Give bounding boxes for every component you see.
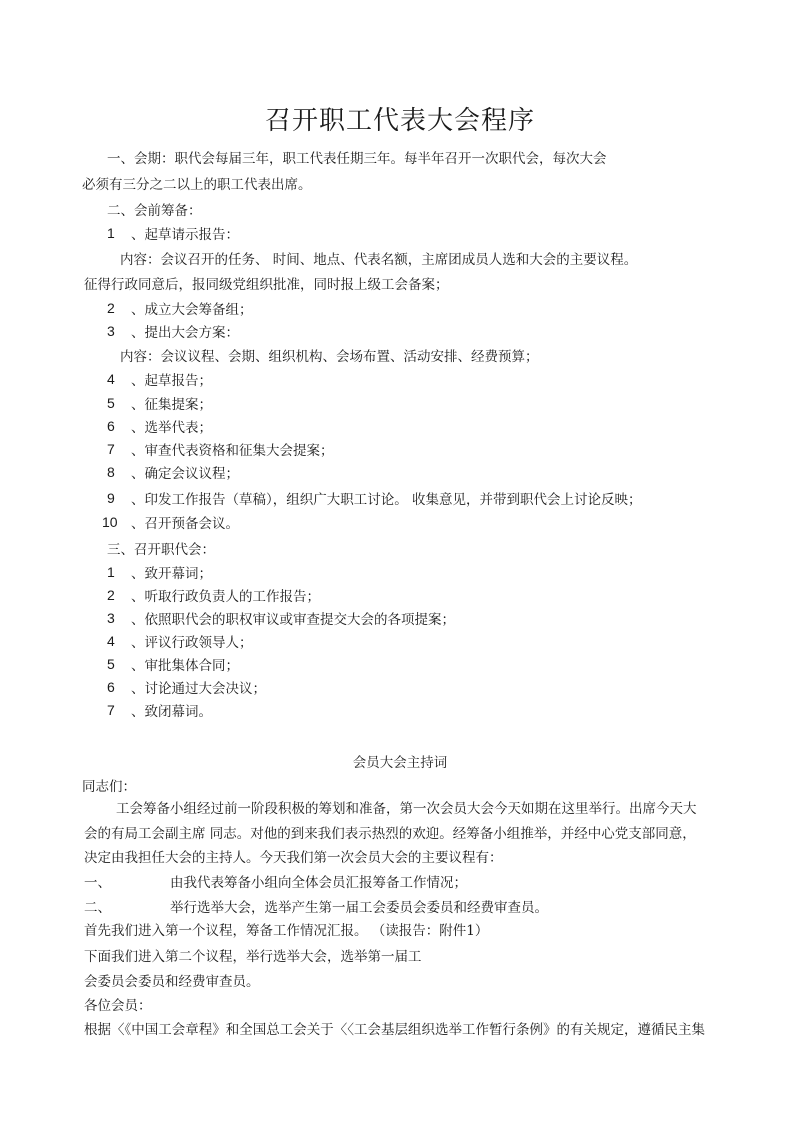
speech-paragraph1-line3: 决定由我担任大会的主持人。今天我们第一次会员大会的主要议程有：	[84, 850, 503, 866]
section2-item-6-text: 、选举代表；	[131, 420, 212, 436]
section2-content1-line1: 内容：会议召开的任务、 时间、地点、代表名额，主席团成员人选和大会的主要议程。	[120, 252, 638, 268]
section1-line2: 必须有三分之二以上的职工代表出席。	[82, 177, 312, 193]
section3-item-2-text: 、听取行政负责人的工作报告；	[131, 589, 320, 605]
section2-item-2-text: 、成立大会筹备组；	[131, 302, 253, 318]
document-title: 召开职工代表大会程序	[264, 106, 535, 136]
members-salutation: 各位会员：	[84, 998, 152, 1014]
speech-paragraph1-line1: 工会筹备小组经过前一阶段积极的筹划和准备，第一次会员大会今天如期在这里举行。出席今天大	[116, 801, 697, 817]
section3-item-3-text: 、依照职代会的职权审议或审查提交大会的各项提案；	[131, 612, 455, 628]
second-agenda-intro-line1: 下面我们进入第二个议程，举行选举大会，选举第一届工	[84, 949, 422, 965]
section2-item-4-number: 4	[107, 371, 115, 387]
section3-item-5-text: 、审批集体合同；	[131, 658, 239, 674]
section2-item-8-text: 、确定会议议程；	[131, 466, 239, 482]
section3-item-5-number: 5	[107, 656, 115, 672]
section3-item-1-text: 、致开幕词；	[131, 566, 212, 582]
second-agenda-intro-line2: 会委员会委员和经费审查员。	[84, 974, 260, 990]
section2-item-1-text: 、起草请示报告：	[131, 227, 239, 243]
section2-item-3-text: 、提出大会方案：	[131, 325, 239, 341]
section2-item-6-number: 6	[107, 418, 115, 434]
section1-line1: 一、会期：职代会每届三年，职工代表任期三年。每半年召开一次职代会，每次大会	[107, 151, 607, 167]
section2-item-7-number: 7	[107, 441, 115, 457]
section2-item-9-number: 9	[107, 490, 115, 506]
first-agenda-intro: 首先我们进入第一个议程，筹备工作情况汇报。 （读报告：附件1）	[84, 923, 489, 939]
speech-title: 会员大会主持词	[352, 755, 448, 771]
section2-item-4-text: 、起草报告；	[131, 373, 212, 389]
section3-item-7-number: 7	[107, 702, 115, 718]
speech-salutation: 同志们：	[82, 779, 136, 795]
section3-item-7-text: 、致闭幕词。	[131, 704, 212, 720]
section3-item-1-number: 1	[107, 564, 115, 580]
section2-item-8-number: 8	[107, 464, 115, 480]
section3-item-4-text: 、评议行政领导人；	[131, 635, 253, 651]
section2-item-5-text: 、征集提案；	[131, 397, 212, 413]
section3-item-3-number: 3	[107, 610, 115, 626]
section3-item-6-number: 6	[107, 679, 115, 695]
agenda-item-1-label: 一、	[84, 875, 111, 891]
section3-item-2-number: 2	[107, 587, 115, 603]
speech-last-line: 根据〈《中国工会章程》和全国总工会关于〈〈工会基层组织选举工作暂行条例》的有关规定，遵循民主集	[84, 1022, 705, 1038]
section2-item-10-number: 10	[102, 514, 118, 530]
section2-content2: 内容：会议议程、会期、组织机构、会场布置、活动安排、经费预算；	[120, 349, 539, 365]
agenda-item-2-label: 二、	[84, 900, 111, 916]
section2-item-9-text: 、印发工作报告（草稿），组织广大职工讨论。 收集意见，并带到职代会上讨论反映；	[131, 492, 642, 508]
section2-item-7-text: 、审查代表资格和征集大会提案；	[131, 443, 334, 459]
agenda-item-2-text: 举行选举大会，选举产生第一届工会委员会委员和经费审查员。	[170, 900, 548, 916]
section2-item-1-number: 1	[107, 225, 115, 241]
speech-paragraph1-line2: 会的有局工会副主席 同志。对他的到来我们表示热烈的欢迎。经筹备小组推举，并经中心党支部同意，	[84, 826, 696, 842]
section3-heading: 三、召开职代会：	[107, 542, 215, 558]
section3-item-6-text: 、讨论通过大会决议；	[131, 681, 266, 697]
section2-item-5-number: 5	[107, 395, 115, 411]
section2-item-2-number: 2	[107, 300, 115, 316]
section2-content1-line2: 征得行政同意后，报同级党组织批准，同时报上级工会备案；	[84, 277, 449, 293]
section2-heading: 二、会前筹备：	[107, 203, 202, 219]
section3-item-4-number: 4	[107, 633, 115, 649]
section2-item-3-number: 3	[107, 323, 115, 339]
agenda-item-1-text: 由我代表筹备小组向全体会员汇报筹备工作情况；	[170, 875, 467, 891]
section2-item-10-text: 、召开预备会议。	[131, 516, 239, 532]
